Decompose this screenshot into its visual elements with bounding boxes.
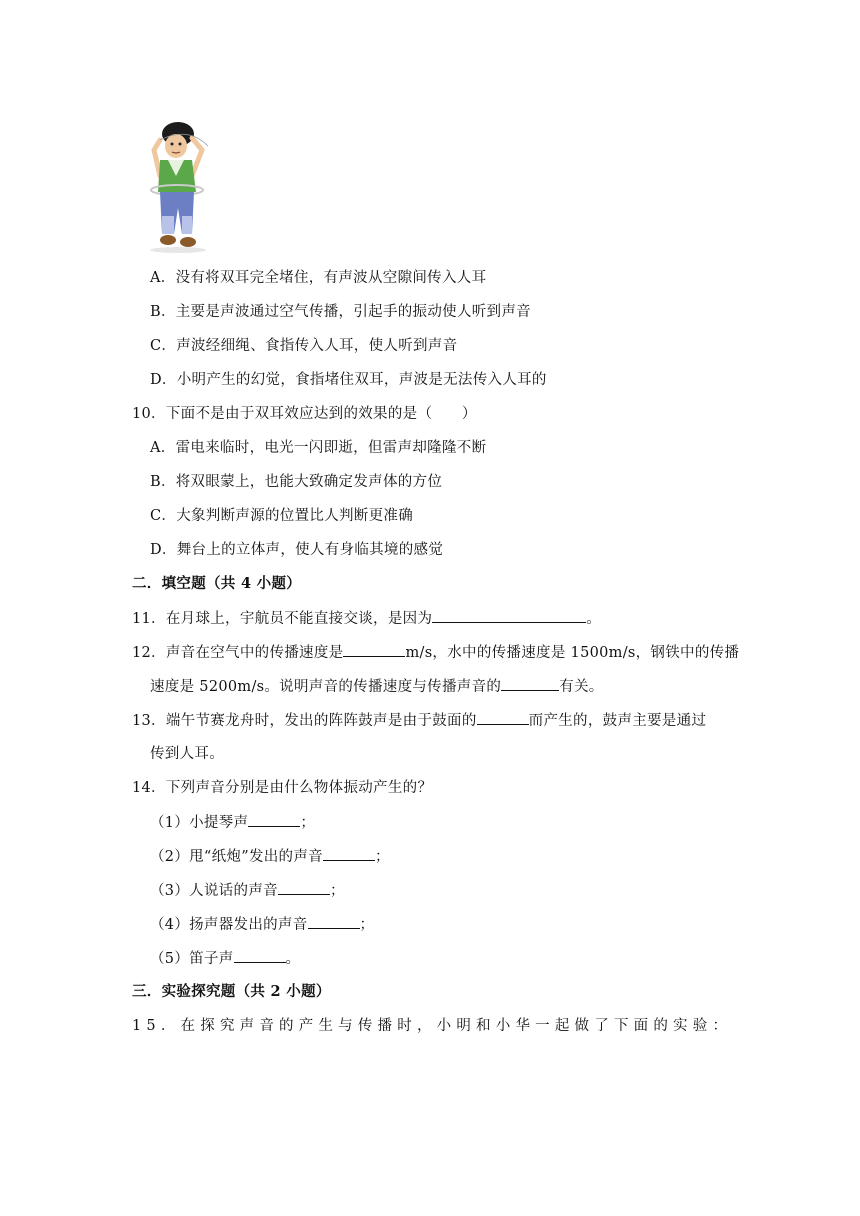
q13-answer-blank[interactable] [477, 710, 529, 725]
q11-answer-blank[interactable] [432, 608, 586, 623]
q12-answer-blank-1[interactable] [343, 642, 405, 657]
question-13-line-2: 传到人耳。 [150, 746, 224, 762]
q14-item-5-end: 。 [285, 951, 301, 967]
q14-item-3-label: （3）人说话的声音 [150, 883, 278, 899]
q14-item-2-label: （2）甩“纸炮”发出的声音 [150, 849, 323, 865]
q14-item-5-blank[interactable] [234, 948, 286, 963]
q14-item-1-blank[interactable] [248, 812, 300, 827]
q11-text: 11．在月球上，宇航员不能直接交谈，是因为 [132, 611, 433, 627]
q14-item-3 [150, 880, 345, 901]
q14-item-1 [150, 812, 315, 833]
q14-item-2 [150, 846, 390, 867]
q14-item-1-end: ； [300, 815, 316, 831]
q14-item-5-label: （5）笛子声 [150, 951, 234, 967]
q9-option-d: D．小明产生的幻觉，食指堵住双耳，声波是无法传入人耳的 [150, 372, 547, 388]
q14-item-3-blank[interactable] [278, 880, 330, 895]
section-heading-experiment: 三．实验探究题（共 2 小题） [132, 983, 331, 1000]
q9-option-b: B．主要是声波通过空气传播，引起手的振动使人听到声音 [150, 304, 531, 320]
q10-stem: 10．下面不是由于双耳效应达到的效果的是（ ） [132, 406, 477, 422]
q10-option-b: B．将双眼蒙上，也能大致确定发声体的方位 [150, 474, 443, 490]
q11-end: 。 [586, 611, 602, 627]
q14-item-4-blank[interactable] [308, 914, 360, 929]
q12-text-a: 12．声音在空气中的传播速度是 [132, 645, 344, 661]
q10-option-a: A．雷电来临时，电光一闪即逝，但雷声却隆隆不断 [150, 440, 487, 456]
q14-item-4-end: ； [359, 917, 375, 933]
q10-option-d: D．舞台上的立体声，使人有身临其境的感觉 [150, 542, 444, 558]
q12-text-d: 有关。 [559, 679, 604, 695]
q13-text-a: 13．端午节赛龙舟时，发出的阵阵鼓声是由于鼓面的 [132, 713, 477, 729]
q12-text-c: 速度是 5200m/s。说明声音的传播速度与传播声音的 [150, 679, 502, 695]
q14-item-3-end: ； [329, 883, 345, 899]
question-12-line-2 [150, 676, 604, 697]
q9-option-a: A．没有将双耳完全堵住，有声波从空隙间传入人耳 [150, 270, 487, 286]
q14-item-2-blank[interactable] [323, 846, 375, 861]
q14-item-4 [150, 914, 374, 935]
q14-item-5 [150, 948, 300, 969]
q10-option-c: C．大象判断声源的位置比人判断更准确 [150, 508, 413, 524]
q12-text-b: m/s，水中的传播速度是 1500m/s，钢铁中的传播 [405, 645, 740, 661]
q12-answer-blank-2[interactable] [501, 676, 559, 691]
q9-option-c: C．声波经细绳、食指传入人耳，使人听到声音 [150, 338, 458, 354]
section-heading-fill-in: 二．填空题（共 4 小题） [132, 575, 302, 592]
q14-stem: 14．下列声音分别是由什么物体振动产生的？ [132, 780, 433, 796]
q14-item-2-end: ； [374, 849, 390, 865]
q14-item-4-label: （4）扬声器发出的声音 [150, 917, 308, 933]
question-11 [132, 608, 601, 629]
question-13-line-1 [132, 710, 706, 731]
question-15: 15．在探究声音的产生与传播时，小明和小华一起做了下面的实验： [132, 1018, 733, 1034]
person-covering-ears-figure [148, 116, 216, 256]
q13-text-b: 而产生的，鼓声主要是通过 [528, 713, 707, 729]
question-12-line-1 [132, 642, 739, 663]
q14-item-1-label: （1）小提琴声 [150, 815, 249, 831]
